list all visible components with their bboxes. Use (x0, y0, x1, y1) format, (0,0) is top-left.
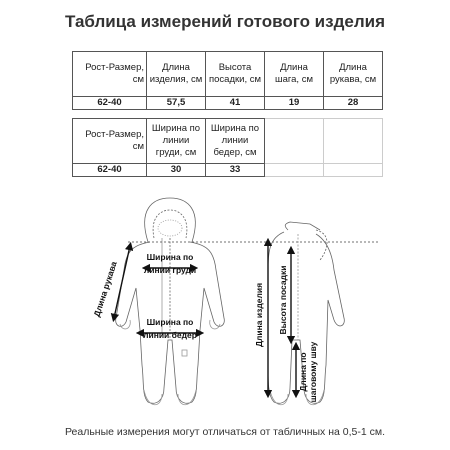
table-row (73, 97, 383, 110)
table-empty-cell (265, 164, 324, 177)
table-header-cell: Рост-Размер, см (73, 52, 147, 97)
table-header-cell: Рост-Размер, см (73, 119, 147, 164)
table-header-cell: Длина изделия, см (147, 52, 206, 97)
table-header-row (73, 119, 383, 164)
sleeve-length-arrow (114, 246, 130, 318)
hips-label-line: Ширина по (146, 317, 194, 327)
table-header-cell: Длина рукава, см (324, 52, 383, 97)
inseam-label-line: Длина по (298, 352, 308, 392)
table-header-cell: Ширина по линии бедер, см (206, 119, 265, 164)
table-cell: 28 (324, 97, 383, 110)
table-row (73, 164, 383, 177)
front-view-jumpsuit (116, 198, 225, 405)
hips-label (143, 317, 197, 340)
inseam-label-line: шаговому шву (308, 341, 318, 403)
table-empty-cell (324, 119, 383, 164)
table-cell: 30 (147, 164, 206, 177)
measurements-table-1 (72, 51, 383, 110)
table-cell: 33 (206, 164, 265, 177)
table-cell: 62-40 (73, 97, 147, 110)
chest-label-line: Ширина по (146, 252, 194, 262)
table-header-cell: Длина шага, см (265, 52, 324, 97)
table-empty-cell (265, 119, 324, 164)
table-header-cell: Ширина по линии груди, см (147, 119, 206, 164)
hips-label-line: линии бедер (143, 330, 197, 340)
page-title: Таблица измерений готового изделия (64, 12, 385, 31)
table-header-cell: Высота посадки, см (206, 52, 265, 97)
footnote: Реальные измерения могут отличаться от табличных на 0,5-1 см. (64, 426, 386, 438)
sleeve-label: Длина рукава (91, 260, 119, 318)
table-cell: 62-40 (73, 164, 147, 177)
measurements-table-2 (72, 118, 383, 177)
table-header-row (73, 52, 383, 97)
table-empty-cell (324, 164, 383, 177)
length-label: Длина изделия (254, 282, 264, 348)
garment-diagram (70, 190, 380, 415)
table-cell: 57,5 (147, 97, 206, 110)
table-cell: 41 (206, 97, 265, 110)
table-cell: 19 (265, 97, 324, 110)
rise-label: Высота посадки (278, 265, 288, 335)
chest-label-line: линии груди (143, 265, 197, 275)
